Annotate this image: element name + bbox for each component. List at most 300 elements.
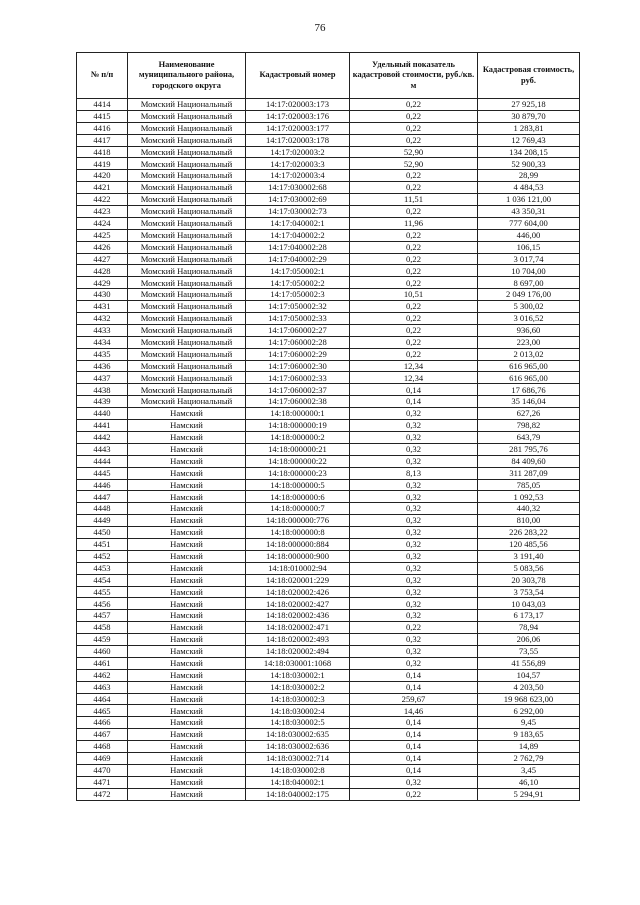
cadastral-number-cell: 14:18:000000:8 xyxy=(246,527,350,539)
table-row xyxy=(77,122,580,134)
row-number-cell: 4417 xyxy=(77,134,128,146)
cadastral-value-cell: 5 083,56 xyxy=(478,562,580,574)
row-number-cell: 4450 xyxy=(77,527,128,539)
row-number-cell: 4442 xyxy=(77,431,128,443)
row-number-cell: 4437 xyxy=(77,372,128,384)
cadastral-value-cell: 3 191,40 xyxy=(478,550,580,562)
table-row xyxy=(77,598,580,610)
row-number-cell: 4418 xyxy=(77,146,128,158)
table-row xyxy=(77,324,580,336)
municipality-cell: Момский Национальный xyxy=(128,217,246,229)
table-row xyxy=(77,134,580,146)
unit-value-cell: 0,22 xyxy=(350,313,478,325)
table-row xyxy=(77,693,580,705)
row-number-cell: 4416 xyxy=(77,122,128,134)
cadastral-number-cell: 14:18:000000:5 xyxy=(246,479,350,491)
cadastral-value-cell: 281 795,76 xyxy=(478,443,580,455)
cadastral-number-cell: 14:17:050002:32 xyxy=(246,301,350,313)
row-number-cell: 4461 xyxy=(77,657,128,669)
unit-value-cell: 8,13 xyxy=(350,467,478,479)
table-row xyxy=(77,110,580,122)
unit-value-cell: 0,14 xyxy=(350,729,478,741)
municipality-cell: Намский xyxy=(128,598,246,610)
cadastral-number-cell: 14:17:020003:173 xyxy=(246,99,350,111)
unit-value-cell: 0,22 xyxy=(350,253,478,265)
unit-value-cell: 0,22 xyxy=(350,788,478,800)
municipality-cell: Намский xyxy=(128,693,246,705)
table-row xyxy=(77,622,580,634)
cadastral-number-cell: 14:18:030001:1068 xyxy=(246,657,350,669)
cadastral-value-cell: 616 965,00 xyxy=(478,360,580,372)
cadastral-value-cell: 785,05 xyxy=(478,479,580,491)
cadastral-number-cell: 14:17:020003:178 xyxy=(246,134,350,146)
municipality-cell: Намский xyxy=(128,538,246,550)
row-number-cell: 4430 xyxy=(77,289,128,301)
row-number-cell: 4422 xyxy=(77,194,128,206)
cadastral-value-cell: 9,45 xyxy=(478,717,580,729)
cadastral-number-cell: 14:18:020002:436 xyxy=(246,610,350,622)
unit-value-cell: 0,32 xyxy=(350,443,478,455)
unit-value-cell: 0,32 xyxy=(350,408,478,420)
cadastral-number-cell: 14:18:000000:19 xyxy=(246,420,350,432)
municipality-cell: Намский xyxy=(128,741,246,753)
municipality-cell: Намский xyxy=(128,645,246,657)
header-unit-value: Удельный показатель кадастровой стоимости, руб./кв. м xyxy=(350,53,478,99)
municipality-cell: Момский Национальный xyxy=(128,336,246,348)
cadastral-number-cell: 14:18:000000:1 xyxy=(246,408,350,420)
unit-value-cell: 0,32 xyxy=(350,455,478,467)
cadastral-number-cell: 14:17:040002:29 xyxy=(246,253,350,265)
header-cadastral-number: Кадастровый номер xyxy=(246,53,350,99)
cadastral-number-cell: 14:17:060002:33 xyxy=(246,372,350,384)
table-row xyxy=(77,443,580,455)
cadastral-number-cell: 14:18:000000:6 xyxy=(246,491,350,503)
cadastral-number-cell: 14:17:060002:38 xyxy=(246,396,350,408)
row-number-cell: 4441 xyxy=(77,420,128,432)
page-number: 76 xyxy=(314,22,326,34)
municipality-cell: Момский Национальный xyxy=(128,206,246,218)
row-number-cell: 4425 xyxy=(77,229,128,241)
row-number-cell: 4468 xyxy=(77,741,128,753)
table-row xyxy=(77,527,580,539)
municipality-cell: Намский xyxy=(128,562,246,574)
cadastral-value-cell: 5 294,91 xyxy=(478,788,580,800)
municipality-cell: Намский xyxy=(128,408,246,420)
row-number-cell: 4454 xyxy=(77,574,128,586)
row-number-cell: 4424 xyxy=(77,217,128,229)
cadastral-value-cell: 2 049 176,00 xyxy=(478,289,580,301)
unit-value-cell: 0,22 xyxy=(350,324,478,336)
municipality-cell: Намский xyxy=(128,527,246,539)
unit-value-cell: 0,14 xyxy=(350,681,478,693)
cadastral-value-cell: 1 283,81 xyxy=(478,122,580,134)
row-number-cell: 4428 xyxy=(77,265,128,277)
table-row xyxy=(77,479,580,491)
unit-value-cell: 0,32 xyxy=(350,598,478,610)
municipality-cell: Момский Национальный xyxy=(128,384,246,396)
unit-value-cell: 0,32 xyxy=(350,538,478,550)
row-number-cell: 4433 xyxy=(77,324,128,336)
cadastral-number-cell: 14:17:040002:28 xyxy=(246,241,350,253)
cadastral-number-cell: 14:18:000000:2 xyxy=(246,431,350,443)
municipality-cell: Намский xyxy=(128,788,246,800)
municipality-cell: Момский Национальный xyxy=(128,265,246,277)
row-number-cell: 4462 xyxy=(77,669,128,681)
cadastral-value-cell: 35 146,04 xyxy=(478,396,580,408)
cadastral-value-cell: 446,00 xyxy=(478,229,580,241)
unit-value-cell: 0,22 xyxy=(350,134,478,146)
header-row-number: № п/п xyxy=(77,53,128,99)
header-municipality: Наименование муниципального района, городского округа xyxy=(128,53,246,99)
cadastral-value-cell: 28,99 xyxy=(478,170,580,182)
row-number-cell: 4438 xyxy=(77,384,128,396)
row-number-cell: 4431 xyxy=(77,301,128,313)
municipality-cell: Момский Национальный xyxy=(128,324,246,336)
cadastral-value-cell: 3,45 xyxy=(478,764,580,776)
cadastral-value-cell: 226 283,22 xyxy=(478,527,580,539)
municipality-cell: Намский xyxy=(128,610,246,622)
cadastral-number-cell: 14:18:000000:7 xyxy=(246,503,350,515)
unit-value-cell: 0,14 xyxy=(350,741,478,753)
table-row xyxy=(77,586,580,598)
cadastral-value-cell: 41 556,89 xyxy=(478,657,580,669)
cadastral-value-cell: 3 016,52 xyxy=(478,313,580,325)
row-number-cell: 4429 xyxy=(77,277,128,289)
cadastral-value-cell: 1 036 121,00 xyxy=(478,194,580,206)
municipality-cell: Намский xyxy=(128,657,246,669)
cadastral-value-cell: 6 292,00 xyxy=(478,705,580,717)
row-number-cell: 4459 xyxy=(77,634,128,646)
table-row xyxy=(77,455,580,467)
row-number-cell: 4432 xyxy=(77,313,128,325)
row-number-cell: 4464 xyxy=(77,693,128,705)
municipality-cell: Намский xyxy=(128,420,246,432)
municipality-cell: Намский xyxy=(128,586,246,598)
cadastral-number-cell: 14:18:000000:884 xyxy=(246,538,350,550)
cadastral-value-cell: 3 753,54 xyxy=(478,586,580,598)
cadastral-value-cell: 10 043,03 xyxy=(478,598,580,610)
cadastral-number-cell: 14:18:030002:4 xyxy=(246,705,350,717)
cadastral-value-cell: 1 092,53 xyxy=(478,491,580,503)
unit-value-cell: 0,14 xyxy=(350,384,478,396)
row-number-cell: 4415 xyxy=(77,110,128,122)
cadastral-value-cell: 5 300,02 xyxy=(478,301,580,313)
row-number-cell: 4457 xyxy=(77,610,128,622)
cadastral-value-cell: 8 697,00 xyxy=(478,277,580,289)
row-number-cell: 4444 xyxy=(77,455,128,467)
municipality-cell: Момский Национальный xyxy=(128,182,246,194)
cadastral-number-cell: 14:17:030002:68 xyxy=(246,182,350,194)
municipality-cell: Момский Национальный xyxy=(128,134,246,146)
row-number-cell: 4435 xyxy=(77,348,128,360)
table-row xyxy=(77,574,580,586)
cadastral-value-cell: 20 303,78 xyxy=(478,574,580,586)
table-row xyxy=(77,562,580,574)
unit-value-cell: 0,32 xyxy=(350,420,478,432)
unit-value-cell: 0,22 xyxy=(350,241,478,253)
unit-value-cell: 10,51 xyxy=(350,289,478,301)
municipality-cell: Намский xyxy=(128,515,246,527)
table-row xyxy=(77,491,580,503)
row-number-cell: 4449 xyxy=(77,515,128,527)
municipality-cell: Момский Национальный xyxy=(128,170,246,182)
municipality-cell: Намский xyxy=(128,776,246,788)
cadastral-number-cell: 14:17:050002:33 xyxy=(246,313,350,325)
unit-value-cell: 0,22 xyxy=(350,99,478,111)
row-number-cell: 4453 xyxy=(77,562,128,574)
municipality-cell: Намский xyxy=(128,467,246,479)
cadastral-value-cell: 27 925,18 xyxy=(478,99,580,111)
municipality-cell: Момский Национальный xyxy=(128,194,246,206)
unit-value-cell: 0,22 xyxy=(350,229,478,241)
unit-value-cell: 0,14 xyxy=(350,752,478,764)
municipality-cell: Намский xyxy=(128,622,246,634)
municipality-cell: Момский Национальный xyxy=(128,289,246,301)
table-row xyxy=(77,705,580,717)
row-number-cell: 4463 xyxy=(77,681,128,693)
cadastral-number-cell: 14:18:030002:5 xyxy=(246,717,350,729)
cadastral-number-cell: 14:18:010002:94 xyxy=(246,562,350,574)
table-row xyxy=(77,277,580,289)
cadastral-number-cell: 14:18:030002:3 xyxy=(246,693,350,705)
row-number-cell: 4445 xyxy=(77,467,128,479)
cadastral-value-cell: 12 769,43 xyxy=(478,134,580,146)
cadastral-value-cell: 4 484,53 xyxy=(478,182,580,194)
unit-value-cell: 0,22 xyxy=(350,170,478,182)
cadastral-number-cell: 14:18:040002:1 xyxy=(246,776,350,788)
row-number-cell: 4451 xyxy=(77,538,128,550)
cadastral-value-cell: 810,00 xyxy=(478,515,580,527)
cadastral-value-cell: 104,57 xyxy=(478,669,580,681)
municipality-cell: Момский Национальный xyxy=(128,110,246,122)
unit-value-cell: 0,32 xyxy=(350,431,478,443)
unit-value-cell: 0,32 xyxy=(350,657,478,669)
table-row xyxy=(77,657,580,669)
cadastral-value-cell: 73,55 xyxy=(478,645,580,657)
table-row xyxy=(77,384,580,396)
table-row xyxy=(77,241,580,253)
table-row xyxy=(77,253,580,265)
cadastral-number-cell: 14:18:000000:900 xyxy=(246,550,350,562)
unit-value-cell: 0,22 xyxy=(350,122,478,134)
row-number-cell: 4465 xyxy=(77,705,128,717)
municipality-cell: Намский xyxy=(128,764,246,776)
unit-value-cell: 0,22 xyxy=(350,348,478,360)
row-number-cell: 4456 xyxy=(77,598,128,610)
cadastral-number-cell: 14:18:000000:22 xyxy=(246,455,350,467)
unit-value-cell: 52,90 xyxy=(350,146,478,158)
cadastral-number-cell: 14:17:020003:176 xyxy=(246,110,350,122)
unit-value-cell: 12,34 xyxy=(350,372,478,384)
cadastral-value-cell: 6 173,17 xyxy=(478,610,580,622)
cadastral-value-cell: 10 704,00 xyxy=(478,265,580,277)
row-number-cell: 4419 xyxy=(77,158,128,170)
cadastral-number-cell: 14:17:060002:30 xyxy=(246,360,350,372)
cadastral-number-cell: 14:18:040002:175 xyxy=(246,788,350,800)
row-number-cell: 4466 xyxy=(77,717,128,729)
cadastral-number-cell: 14:17:030002:73 xyxy=(246,206,350,218)
municipality-cell: Момский Национальный xyxy=(128,158,246,170)
row-number-cell: 4467 xyxy=(77,729,128,741)
municipality-cell: Намский xyxy=(128,669,246,681)
cadastral-value-cell: 936,60 xyxy=(478,324,580,336)
unit-value-cell: 0,14 xyxy=(350,669,478,681)
cadastral-value-cell: 440,32 xyxy=(478,503,580,515)
row-number-cell: 4455 xyxy=(77,586,128,598)
municipality-cell: Намский xyxy=(128,717,246,729)
unit-value-cell: 0,32 xyxy=(350,503,478,515)
table-row xyxy=(77,431,580,443)
cadastral-number-cell: 14:18:030002:1 xyxy=(246,669,350,681)
table-row xyxy=(77,634,580,646)
cadastral-number-cell: 14:18:020002:427 xyxy=(246,598,350,610)
cadastral-value-cell: 46,10 xyxy=(478,776,580,788)
municipality-cell: Намский xyxy=(128,550,246,562)
cadastral-value-cell: 106,15 xyxy=(478,241,580,253)
cadastral-number-cell: 14:17:050002:1 xyxy=(246,265,350,277)
cadastral-value-cell: 223,00 xyxy=(478,336,580,348)
cadastral-number-cell: 14:17:020003:4 xyxy=(246,170,350,182)
cadastral-number-cell: 14:17:030002:69 xyxy=(246,194,350,206)
table-row xyxy=(77,229,580,241)
municipality-cell: Момский Национальный xyxy=(128,229,246,241)
cadastral-value-cell: 30 879,70 xyxy=(478,110,580,122)
cadastral-number-cell: 14:18:020001:229 xyxy=(246,574,350,586)
municipality-cell: Намский xyxy=(128,681,246,693)
table-row xyxy=(77,182,580,194)
row-number-cell: 4436 xyxy=(77,360,128,372)
row-number-cell: 4440 xyxy=(77,408,128,420)
table-row xyxy=(77,752,580,764)
municipality-cell: Момский Национальный xyxy=(128,348,246,360)
table-row xyxy=(77,99,580,111)
row-number-cell: 4446 xyxy=(77,479,128,491)
table-row xyxy=(77,396,580,408)
municipality-cell: Момский Национальный xyxy=(128,360,246,372)
cadastral-number-cell: 14:18:030002:635 xyxy=(246,729,350,741)
unit-value-cell: 0,22 xyxy=(350,206,478,218)
cadastral-number-cell: 14:17:020003:177 xyxy=(246,122,350,134)
cadastral-number-cell: 14:18:030002:2 xyxy=(246,681,350,693)
cadastral-value-cell: 84 409,60 xyxy=(478,455,580,467)
row-number-cell: 4460 xyxy=(77,645,128,657)
unit-value-cell: 0,32 xyxy=(350,776,478,788)
row-number-cell: 4426 xyxy=(77,241,128,253)
cadastral-value-cell: 798,82 xyxy=(478,420,580,432)
table-row xyxy=(77,360,580,372)
cadastral-value-cell: 643,79 xyxy=(478,431,580,443)
row-number-cell: 4443 xyxy=(77,443,128,455)
table-row xyxy=(77,348,580,360)
cadastral-value-cell: 14,89 xyxy=(478,741,580,753)
table-row xyxy=(77,420,580,432)
table-row xyxy=(77,194,580,206)
cadastral-value-cell: 311 287,09 xyxy=(478,467,580,479)
row-number-cell: 4458 xyxy=(77,622,128,634)
unit-value-cell: 14,46 xyxy=(350,705,478,717)
table-row xyxy=(77,301,580,313)
municipality-cell: Намский xyxy=(128,491,246,503)
cadastral-number-cell: 14:18:030002:714 xyxy=(246,752,350,764)
table-row xyxy=(77,336,580,348)
table-row xyxy=(77,550,580,562)
cadastral-number-cell: 14:18:030002:8 xyxy=(246,764,350,776)
cadastral-number-cell: 14:17:040002:1 xyxy=(246,217,350,229)
cadastral-number-cell: 14:17:060002:27 xyxy=(246,324,350,336)
unit-value-cell: 0,22 xyxy=(350,622,478,634)
municipality-cell: Намский xyxy=(128,455,246,467)
municipality-cell: Момский Национальный xyxy=(128,372,246,384)
cadastral-value-cell: 52 900,33 xyxy=(478,158,580,170)
unit-value-cell: 52,90 xyxy=(350,158,478,170)
cadastral-value-cell: 78,94 xyxy=(478,622,580,634)
header-cadastral-value: Кадастровая стоимость, руб. xyxy=(478,53,580,99)
row-number-cell: 4471 xyxy=(77,776,128,788)
unit-value-cell: 0,32 xyxy=(350,645,478,657)
table-row xyxy=(77,669,580,681)
unit-value-cell: 0,32 xyxy=(350,574,478,586)
cadastral-value-cell: 616 965,00 xyxy=(478,372,580,384)
cadastral-value-cell: 4 203,50 xyxy=(478,681,580,693)
table-row xyxy=(77,515,580,527)
cadastral-number-cell: 14:18:000000:776 xyxy=(246,515,350,527)
table-row xyxy=(77,372,580,384)
unit-value-cell: 0,32 xyxy=(350,515,478,527)
table-row xyxy=(77,645,580,657)
row-number-cell: 4423 xyxy=(77,206,128,218)
municipality-cell: Намский xyxy=(128,729,246,741)
cadastral-number-cell: 14:18:020002:426 xyxy=(246,586,350,598)
row-number-cell: 4472 xyxy=(77,788,128,800)
unit-value-cell: 0,32 xyxy=(350,562,478,574)
municipality-cell: Момский Национальный xyxy=(128,146,246,158)
cadastral-value-table xyxy=(76,52,580,801)
row-number-cell: 4470 xyxy=(77,764,128,776)
cadastral-number-cell: 14:18:000000:21 xyxy=(246,443,350,455)
unit-value-cell: 11,96 xyxy=(350,217,478,229)
table-row xyxy=(77,289,580,301)
table-row xyxy=(77,729,580,741)
table-row xyxy=(77,170,580,182)
cadastral-number-cell: 14:17:040002:2 xyxy=(246,229,350,241)
unit-value-cell: 0,14 xyxy=(350,717,478,729)
unit-value-cell: 0,14 xyxy=(350,396,478,408)
municipality-cell: Намский xyxy=(128,752,246,764)
cadastral-number-cell: 14:18:030002:636 xyxy=(246,741,350,753)
unit-value-cell: 0,32 xyxy=(350,610,478,622)
unit-value-cell: 0,22 xyxy=(350,336,478,348)
cadastral-number-cell: 14:17:050002:2 xyxy=(246,277,350,289)
cadastral-value-cell: 2 013,02 xyxy=(478,348,580,360)
cadastral-value-cell: 3 017,74 xyxy=(478,253,580,265)
municipality-cell: Момский Национальный xyxy=(128,241,246,253)
row-number-cell: 4439 xyxy=(77,396,128,408)
row-number-cell: 4469 xyxy=(77,752,128,764)
cadastral-value-cell: 43 350,31 xyxy=(478,206,580,218)
municipality-cell: Момский Национальный xyxy=(128,277,246,289)
row-number-cell: 4414 xyxy=(77,99,128,111)
row-number-cell: 4447 xyxy=(77,491,128,503)
municipality-cell: Намский xyxy=(128,705,246,717)
unit-value-cell: 0,32 xyxy=(350,550,478,562)
unit-value-cell: 0,22 xyxy=(350,277,478,289)
unit-value-cell: 0,22 xyxy=(350,182,478,194)
municipality-cell: Намский xyxy=(128,634,246,646)
cadastral-value-cell: 134 208,15 xyxy=(478,146,580,158)
row-number-cell: 4452 xyxy=(77,550,128,562)
cadastral-value-cell: 19 968 623,00 xyxy=(478,693,580,705)
cadastral-number-cell: 14:17:060002:28 xyxy=(246,336,350,348)
